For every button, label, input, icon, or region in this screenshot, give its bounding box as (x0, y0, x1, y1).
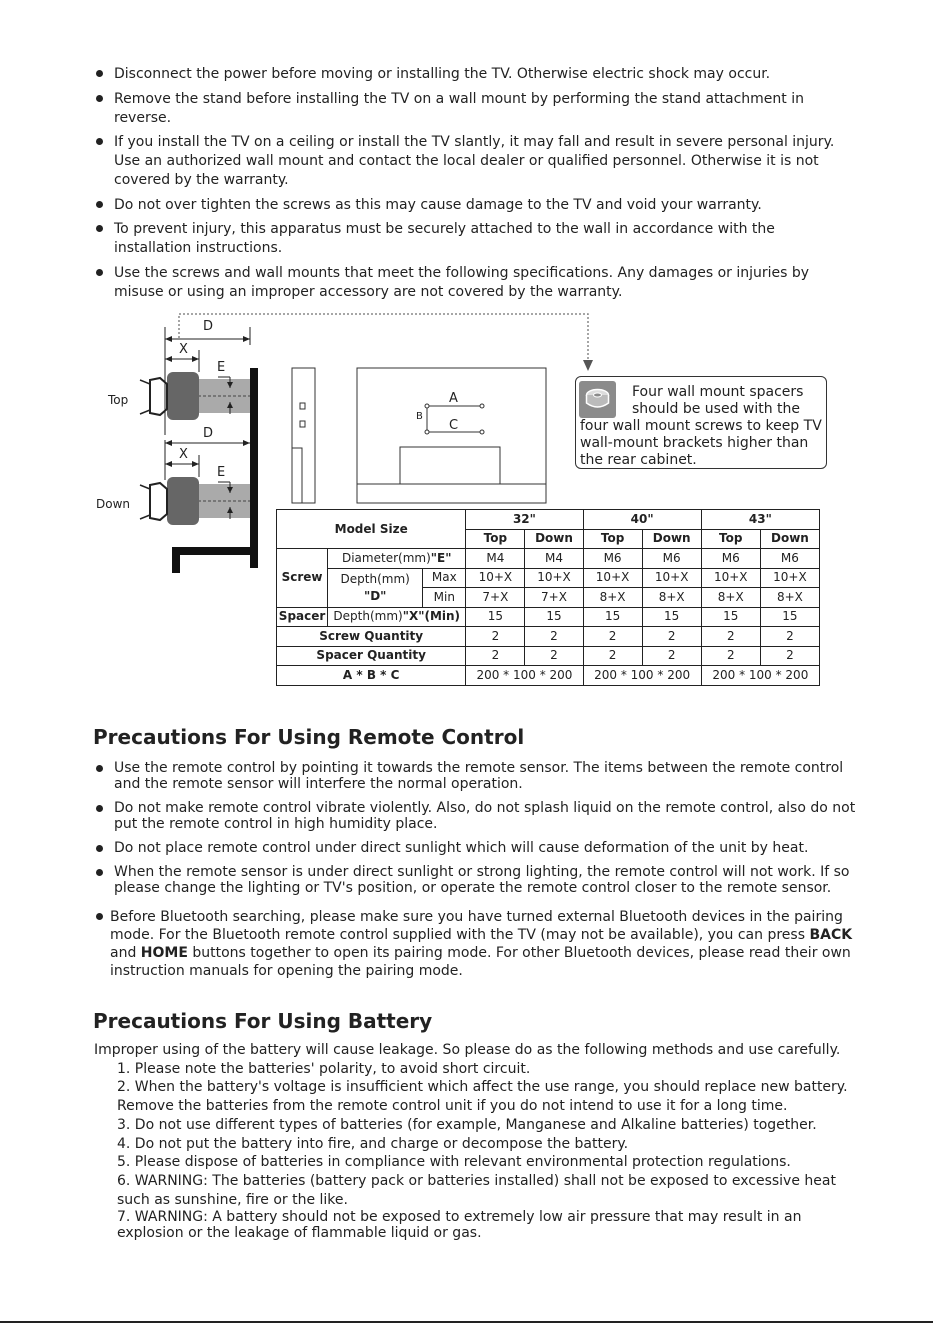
remote-section-title: Precautions For Using Remote Control (93, 725, 525, 749)
dimension-e-label: E (217, 360, 226, 375)
table-cell: 2 (525, 627, 583, 647)
list-item: 4. Do not put the battery into fire, and charge or decompose the battery. (117, 1135, 629, 1152)
dimension-e-label: E (217, 465, 226, 480)
down-header: Down (642, 529, 701, 549)
table-cell: 8+X (583, 588, 642, 608)
list-item: Disconnect the power before moving or installing the TV. Otherwise electric shock may occur. (94, 65, 856, 84)
down-header: Down (525, 529, 583, 549)
abc-header: A * B * C (277, 666, 466, 686)
table-cell: 10+X (525, 568, 583, 588)
list-item: Do not make remote control vibrate violently. Also, do not splash liquid on the remote control, also do not put the remote control in high humidity place. (94, 800, 856, 832)
list-item: If you install the TV on a ceiling or install the TV slantly, it may fall and result in severe personal injury. Use an authorized wall mount and contact the local dealer or qualified personnel. Otherwise it is not covered by the warranty. (94, 133, 856, 190)
list-item: Remove the stand before installing the TV on a wall mount by performing the stand attachment in reverse. (94, 90, 856, 128)
dimension-d-label: D (203, 319, 214, 334)
size-header: 40" (583, 510, 701, 530)
table-cell: 8+X (701, 588, 760, 608)
table-cell: 2 (583, 627, 642, 647)
spacer-note (575, 376, 827, 469)
battery-intro: Improper using of the battery will cause leakage. So please do as the following methods and use carefully. (94, 1042, 841, 1058)
table-cell: 2 (525, 646, 583, 666)
spacer-icon (579, 381, 616, 418)
table-cell: M6 (583, 549, 642, 569)
table-cell: 2 (466, 627, 525, 647)
table-cell: 15 (583, 607, 642, 627)
list-item: Before Bluetooth searching, please make sure you have turned external Bluetooth devices in the pairing mode. For the Bluetooth remote control supplied with the TV (may not be available), you can press BACK and HOME buttons together to open its pairing mode. For other Bluetooth devices, please read their own instruction manuals for opening the pairing mode. (94, 908, 856, 980)
table-cell: 2 (760, 627, 819, 647)
size-header: 43" (701, 510, 819, 530)
table-cell: M6 (701, 549, 760, 569)
table-cell: 2 (701, 646, 760, 666)
dimension-a-label: A (449, 391, 458, 406)
table-cell: 2 (760, 646, 819, 666)
top-label: Top (108, 393, 129, 407)
table-cell: 15 (525, 607, 583, 627)
list-item: When the remote sensor is under direct sunlight or strong lighting, the remote control will not work. If so please change the lighting or TV's position, or operate the remote control closer to the remote sensor. (94, 864, 856, 896)
list-item: Do not over tighten the screws as this may cause damage to the TV and void your warranty. (94, 196, 856, 215)
size-header: 32" (466, 510, 583, 530)
table-cell: 200 * 100 * 200 (583, 666, 701, 686)
table-cell: M6 (642, 549, 701, 569)
table-cell: 15 (701, 607, 760, 627)
home-button-name: HOME (140, 945, 188, 961)
table-cell: 2 (701, 627, 760, 647)
table-cell: 10+X (642, 568, 701, 588)
list-item: Use the remote control by pointing it towards the remote sensor. The items between the remote control and the remote sensor will interfere the normal operation. (94, 760, 856, 792)
depth-label: Depth(mm) "D" (328, 568, 423, 607)
table-cell: 200 * 100 * 200 (466, 666, 583, 686)
page-footer-rule (0, 1321, 933, 1323)
diameter-label: Diameter(mm)"E" (328, 549, 466, 569)
table-cell: 2 (583, 646, 642, 666)
down-label: Down (96, 497, 131, 511)
down-header: Down (760, 529, 819, 549)
top-header: Top (583, 529, 642, 549)
spacer-depth-label: Depth(mm)"X"(Min) (328, 607, 466, 627)
table-cell: 200 * 100 * 200 (701, 666, 819, 686)
dimension-x-label: X (179, 342, 188, 357)
table-cell: M4 (466, 549, 525, 569)
model-size-header: Model Size (277, 510, 466, 549)
dimension-d-label: D (203, 426, 214, 441)
table-cell: 15 (642, 607, 701, 627)
table-cell: 8+X (642, 588, 701, 608)
list-item: 6. WARNING: The batteries (battery pack or batteries installed) shall not be exposed to excessive heat such as sunshine, fire or the like. (117, 1172, 836, 1208)
list-item: To prevent injury, this apparatus must be securely attached to the wall in accordance with the installation instructions. (94, 220, 856, 258)
table-cell: 7+X (525, 588, 583, 608)
table-cell: 2 (642, 627, 701, 647)
list-item: Use the screws and wall mounts that meet the following specifications. Any damages or injuries by misuse or using an improper accessory are not covered by the warranty. (94, 264, 856, 302)
battery-section-title: Precautions For Using Battery (93, 1009, 433, 1033)
spacer-quantity-header: Spacer Quantity (277, 646, 466, 666)
top-header: Top (466, 529, 525, 549)
table-cell: 7+X (466, 588, 525, 608)
dimension-c-label: C (449, 418, 459, 433)
table-cell: 10+X (760, 568, 819, 588)
table-cell: 15 (760, 607, 819, 627)
screw-quantity-header: Screw Quantity (277, 627, 466, 647)
spacer-note-text: four wall mount screws to keep TV wall-mount brackets higher than the rear cabinet. (580, 418, 822, 468)
min-label: Min (423, 588, 466, 608)
table-cell: M4 (525, 549, 583, 569)
table-cell: 10+X (466, 568, 525, 588)
dimension-x-label: X (179, 447, 188, 462)
back-button-name: BACK (809, 927, 853, 943)
table-cell: 10+X (701, 568, 760, 588)
table-cell: 15 (466, 607, 525, 627)
list-item: Do not place remote control under direct sunlight which will cause deformation of the unit by heat. (94, 840, 856, 856)
table-cell: 8+X (760, 588, 819, 608)
battery-precautions (94, 1041, 854, 1241)
table-cell: 10+X (583, 568, 642, 588)
list-item: 5. Please dispose of batteries in compliance with relevant environmental protection regulations. (117, 1154, 791, 1171)
spacer-row-header: Spacer (277, 607, 328, 627)
list-item: 2. When the battery's voltage is insufficient which affect the use range, you should replace new battery. Remove the batteries from the remote control unit if you do not intend to use it for a long time. (117, 1079, 848, 1115)
table-cell: M6 (760, 549, 819, 569)
remote-precautions (94, 760, 856, 986)
top-header: Top (701, 529, 760, 549)
spacer-note-text: Four wall mount spacers should be used with the (632, 384, 804, 417)
screw-spec-table (276, 509, 820, 686)
table-cell: 2 (466, 646, 525, 666)
screw-row-header: Screw (277, 549, 328, 608)
list-item: 3. Do not use different types of batteries (for example, Manganese and Alkaline batteries) together. (117, 1116, 817, 1133)
table-cell: 2 (642, 646, 701, 666)
list-item: 1. Please note the batteries' polarity, to avoid short circuit. (117, 1060, 531, 1077)
dimension-b-label: B (416, 411, 423, 422)
list-item: 7. WARNING: A battery should not be exposed to extremely low air pressure that may result in an explosion or the leakage of flammable liquid or gas. (117, 1209, 802, 1242)
max-label: Max (423, 568, 466, 588)
